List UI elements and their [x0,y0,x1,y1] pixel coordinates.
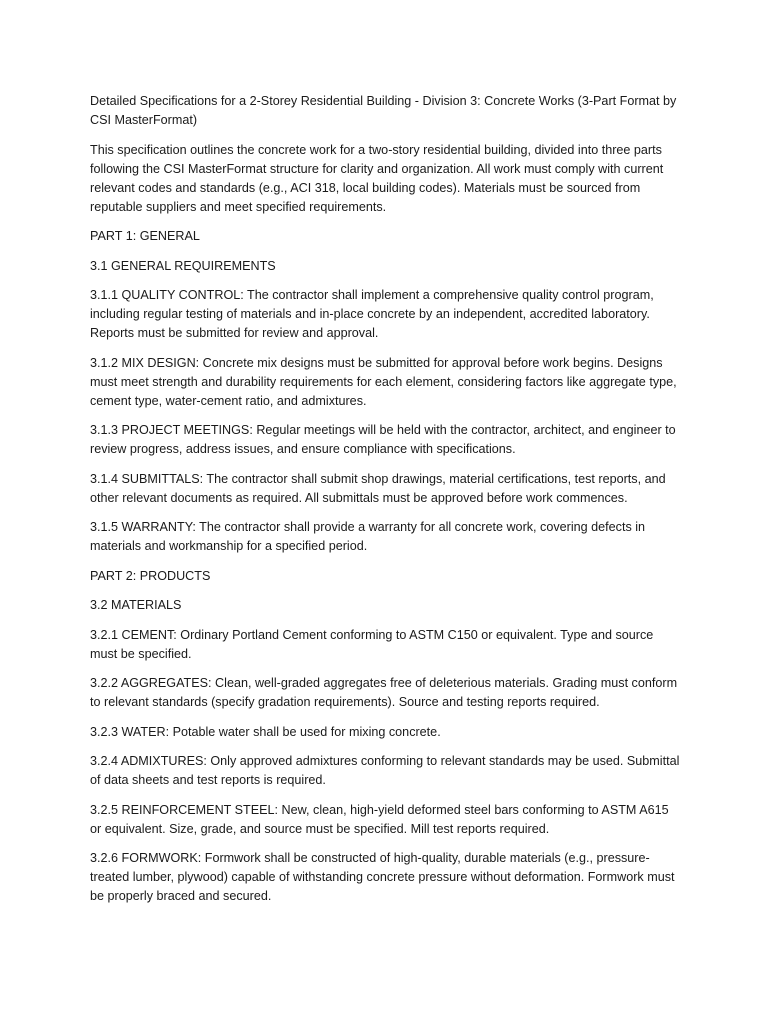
clause-3-2-3: 3.2.3 WATER: Potable water shall be used for mixing concrete. [90,724,441,739]
clause-3-1-4: 3.1.4 SUBMITTALS: The contractor shall submit shop drawings, material certifications, test reports, and other relevant documents as required. All submittals must be approved before work commences. [90,471,666,505]
part-2-heading: PART 2: PRODUCTS [90,568,211,583]
clause-3-1-2: 3.1.2 MIX DESIGN: Concrete mix designs must be submitted for approval before work begins. Designs must meet strength and durability requirements for each element, considering factors like aggregate type, cement type, water-cement ratio, and admixtures. [90,355,677,408]
clause-3-1-3: 3.1.3 PROJECT MEETINGS: Regular meetings will be held with the contractor, architect, and engineer to review progress, address issues, and ensure compliance with specifications. [90,423,676,456]
section-3-1-heading: 3.1 GENERAL REQUIREMENTS [90,258,276,273]
clause-3-2-2: 3.2.2 AGGREGATES: Clean, well-graded aggregates free of deleterious materials. Grading must conform to relevant standards (specify gradation requirements). Source and testing reports required. [90,676,678,709]
intro-paragraph: This specification outlines the concrete work for a two-story residential building, divided into three parts following the CSI MasterFormat structure for clarity and organization. All work must comply with current relevant codes and standards (e.g., ACI 318, local building codes). Materials must be sourced from reputable suppliers and meet specified requirements. [90,142,664,214]
part-1-heading: PART 1: GENERAL [90,229,200,243]
clause-3-2-4: 3.2.4 ADMIXTURES: Only approved admixtures conforming to relevant standards may be used. Submittal of data sheets and test reports is required. [90,754,680,787]
clause-3-2-1: 3.2.1 CEMENT: Ordinary Portland Cement conforming to ASTM C150 or equivalent. Type and source must be specified. [90,627,654,661]
clause-3-2-6: 3.2.6 FORMWORK: Formwork shall be constructed of high-quality, durable materials (e.g., pressure-treated lumber, plywood) capable of withstanding concrete pressure without deformation. Formwork must be properly braced and secured. [90,851,675,903]
clause-3-1-1: 3.1.1 QUALITY CONTROL: The contractor shall implement a comprehensive quality control program, including regular testing of materials and in-place concrete by an independent, accredited laboratory. Reports must be submitted for review and approval. [90,288,654,340]
section-3-2-heading: 3.2 MATERIALS [90,598,182,612]
document-body [90,92,680,917]
document-title: Detailed Specifications for a 2-Storey Residential Building - Division 3: Concrete Works (3-Part Format by CSI MasterFormat) [90,94,677,127]
clause-3-2-5: 3.2.5 REINFORCEMENT STEEL: New, clean, high-yield deformed steel bars conforming to ASTM A615 or equivalent. Size, grade, and source must be specified. Mill test reports required. [90,802,669,836]
clause-3-1-5: 3.1.5 WARRANTY: The contractor shall provide a warranty for all concrete work, covering defects in materials and workmanship for a specified period. [90,520,646,553]
